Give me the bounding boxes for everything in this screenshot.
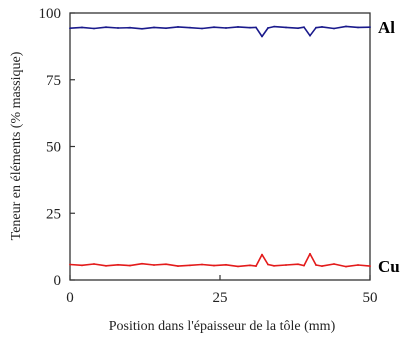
- data-point-al: [315, 27, 317, 29]
- data-point-al: [81, 27, 83, 29]
- x-tick-label: 0: [66, 290, 74, 306]
- x-tick-label: 50: [362, 290, 378, 306]
- data-point-al: [129, 27, 131, 29]
- data-point-cu: [315, 264, 317, 266]
- data-point-al: [267, 27, 269, 29]
- x-tick-label: 25: [212, 290, 228, 306]
- data-point-al: [273, 26, 275, 28]
- data-point-cu: [255, 265, 257, 267]
- data-point-cu: [213, 265, 215, 267]
- series-labels: [378, 18, 400, 276]
- data-point-cu: [129, 265, 131, 267]
- data-point-cu: [177, 265, 179, 267]
- data-point-cu: [333, 263, 335, 265]
- data-point-al: [345, 25, 347, 27]
- data-point-al: [117, 27, 119, 29]
- data-point-cu: [321, 265, 323, 267]
- data-point-cu: [141, 263, 143, 265]
- plot-area: [70, 13, 370, 280]
- y-tick-label: 75: [46, 72, 61, 89]
- data-point-al: [201, 28, 203, 30]
- data-point-al: [177, 26, 179, 28]
- y-tick-label: 100: [38, 6, 61, 22]
- data-point-cu: [345, 266, 347, 268]
- data-point-cu: [117, 264, 119, 266]
- data-point-al: [69, 27, 71, 29]
- data-point-al: [369, 26, 371, 28]
- data-point-cu: [93, 263, 95, 265]
- data-point-cu: [189, 264, 191, 266]
- data-point-al: [333, 28, 335, 30]
- data-point-al: [153, 27, 155, 29]
- data-point-al: [165, 27, 167, 29]
- data-point-al: [141, 28, 143, 30]
- data-point-al: [321, 26, 323, 28]
- data-point-al: [285, 27, 287, 29]
- data-point-cu: [153, 264, 155, 266]
- series-label-cu: Cu: [378, 257, 400, 277]
- data-point-cu: [105, 265, 107, 267]
- y-tick-label: 0: [53, 273, 61, 289]
- data-point-cu: [357, 264, 359, 266]
- data-point-al: [255, 27, 257, 29]
- data-point-cu: [267, 264, 269, 266]
- data-point-cu: [249, 264, 251, 266]
- data-point-al: [105, 26, 107, 28]
- series-label-al: Al: [378, 18, 395, 38]
- data-point-cu: [237, 265, 239, 267]
- data-point-cu: [297, 263, 299, 265]
- data-point-cu: [201, 264, 203, 266]
- data-point-cu: [303, 265, 305, 267]
- data-point-cu: [273, 265, 275, 267]
- data-point-al: [225, 27, 227, 29]
- data-point-al: [261, 36, 263, 38]
- data-point-cu: [81, 264, 83, 266]
- data-point-al: [249, 27, 251, 29]
- data-point-cu: [285, 264, 287, 266]
- data-point-al: [309, 35, 311, 37]
- data-point-cu: [309, 253, 311, 255]
- data-point-al: [303, 26, 305, 28]
- data-point-cu: [225, 264, 227, 266]
- data-point-cu: [261, 254, 263, 256]
- data-point-al: [237, 26, 239, 28]
- data-point-al: [93, 28, 95, 30]
- y-tick-label: 50: [46, 139, 61, 156]
- data-point-cu: [69, 264, 71, 266]
- data-point-cu: [369, 265, 371, 267]
- y-tick-label: 25: [46, 206, 61, 223]
- y-axis-label: Teneur en éléments (% massique): [9, 51, 24, 241]
- data-point-al: [357, 27, 359, 29]
- x-axis-label: Position dans l'épaisseur de la tôle (mm): [108, 319, 336, 334]
- data-point-al: [297, 27, 299, 29]
- data-point-cu: [165, 263, 167, 265]
- data-point-al: [189, 27, 191, 29]
- data-point-al: [213, 26, 215, 28]
